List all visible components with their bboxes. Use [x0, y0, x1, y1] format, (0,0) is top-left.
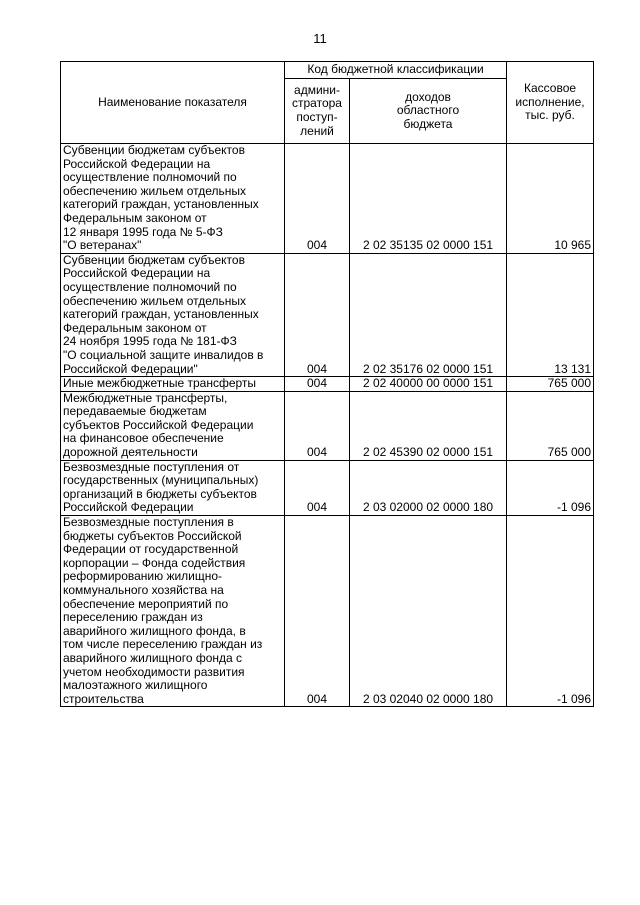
header-amount: Кассовое исполнение, тыс. руб.: [507, 62, 594, 144]
table-row: [61, 516, 594, 707]
row-amount: 10 965: [507, 144, 594, 254]
row-amount: 765 000: [507, 391, 594, 460]
row-income-code: 2 03 02040 02 0000 180: [350, 516, 507, 707]
row-admin-code: 004: [285, 460, 350, 515]
table-row: [61, 391, 594, 460]
row-income-code: 2 03 02000 02 0000 180: [350, 460, 507, 515]
budget-table: [60, 61, 594, 707]
table-row: [61, 144, 594, 254]
header-code-group: Код бюджетной классификации: [285, 62, 507, 79]
row-name: Иные межбюджетные трансферты: [61, 377, 285, 392]
row-name: Безвозмездные поступления от государственных (муниципальных) организаций в бюджеты субъектов Российской Федерации: [61, 460, 285, 515]
row-name: Субвенции бюджетам субъектов Российской Федерации на осуществление полномочий по обеспечению жильем отдельных категорий граждан, установленных Федеральным законом от 24 ноября 1995 года № 181-ФЗ "О социальной защите инвалидов в Российской Федерации": [61, 253, 285, 376]
header-admin: админи- стратора поступ- лений: [285, 79, 350, 144]
row-income-code: 2 02 40000 00 0000 151: [350, 377, 507, 392]
row-name: Субвенции бюджетам субъектов Российской Федерации на осуществление полномочий по обеспечению жильем отдельных категорий граждан, установленных Федеральным законом от 12 января 1995 года № 5-ФЗ "О ветеранах": [61, 144, 285, 254]
row-admin-code: 004: [285, 516, 350, 707]
row-income-code: 2 02 35135 02 0000 151: [350, 144, 507, 254]
row-admin-code: 004: [285, 253, 350, 376]
page-number: 11: [313, 31, 327, 46]
header-income: доходов областного бюджета: [350, 79, 507, 144]
table-row: [61, 460, 594, 515]
row-amount: 765 000: [507, 377, 594, 392]
row-amount: -1 096: [507, 516, 594, 707]
row-admin-code: 004: [285, 377, 350, 392]
row-admin-code: 004: [285, 391, 350, 460]
table-row: [61, 377, 594, 392]
row-income-code: 2 02 35176 02 0000 151: [350, 253, 507, 376]
row-name: Межбюджетные трансферты, передаваемые бюджетам субъектов Российской Федерации на финансовое обеспечение дорожной деятельности: [61, 391, 285, 460]
row-income-code: 2 02 45390 02 0000 151: [350, 391, 507, 460]
row-admin-code: 004: [285, 144, 350, 254]
row-amount: 13 131: [507, 253, 594, 376]
row-name: Безвозмездные поступления в бюджеты субъектов Российской Федерации от государственной корпорации – Фонда содействия реформированию жилищно- коммунального хозяйства на обеспечение мероприятий по переселению граждан из аварийного жилищного фонда, в том числе переселению граждан из аварийного жилищного фонда с учетом необходимости развития малоэтажного жилищного строительства: [61, 516, 285, 707]
row-amount: -1 096: [507, 460, 594, 515]
table-row: [61, 253, 594, 376]
header-name: Наименование показателя: [61, 62, 285, 144]
